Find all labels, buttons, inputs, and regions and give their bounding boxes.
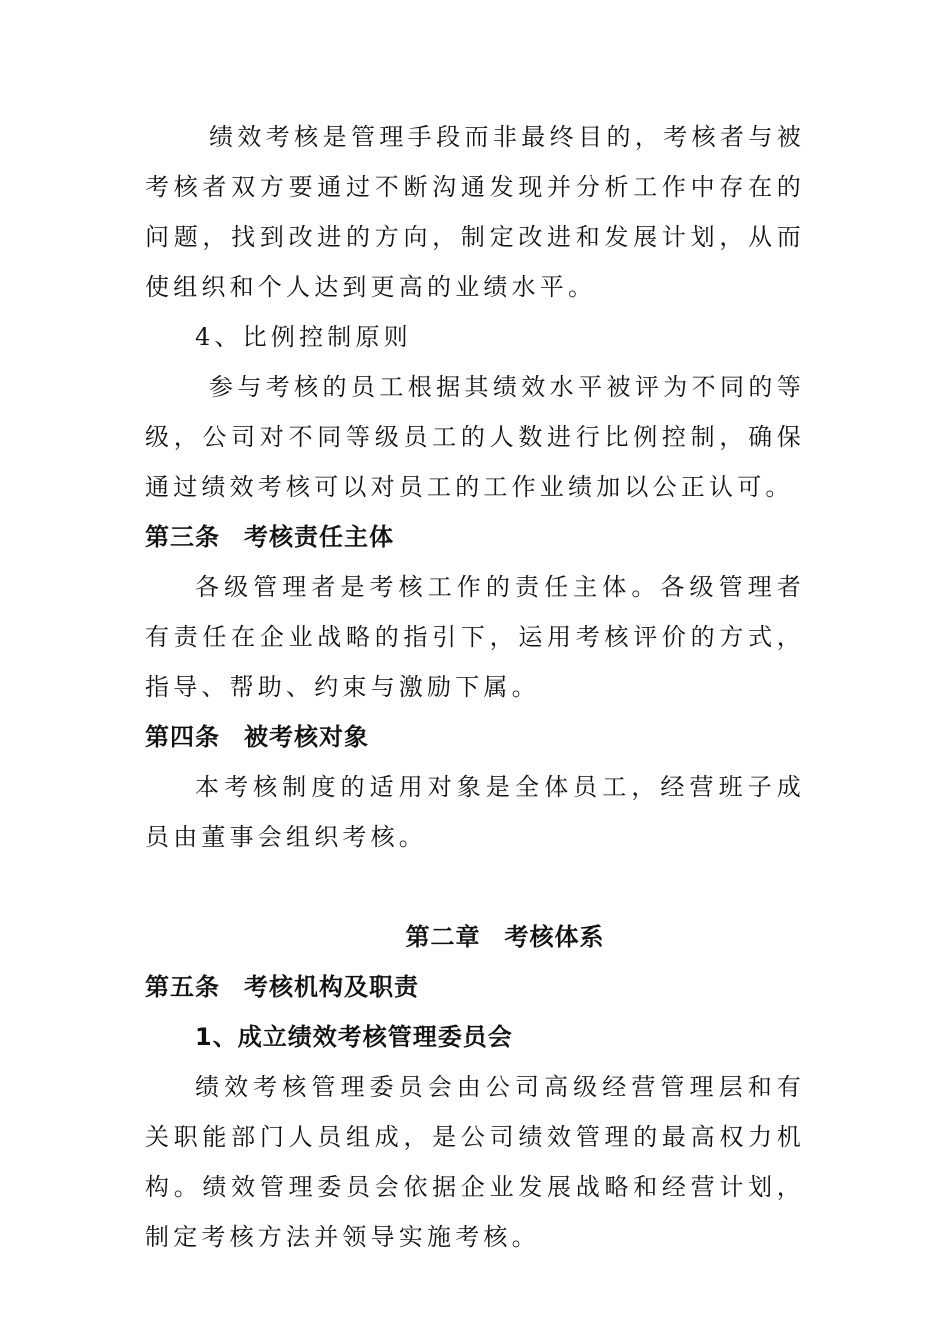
chapter-2-number: 第二章 [405, 923, 481, 951]
paragraph-performance-purpose: 绩效考核是管理手段而非最终目的，考核者与被考核者双方要通过不断沟通发现并分析工作中存在的问题，找到改进的方向，制定改进和发展计划，从而使组织和个人达到更高的业绩水平。 [145, 123, 805, 301]
paragraph-responsibility: 各级管理者是考核工作的责任主体。各级管理者有责任在企业战略的指引下，运用考核评价的方式，指导、帮助、约束与激励下属。 [145, 573, 805, 701]
chapter-2-heading [145, 912, 805, 962]
article-4-title: 被考核对象 [244, 723, 369, 751]
paragraph-applicable-objects: 本考核制度的适用对象是全体员工，经营班子成员由董事会组织考核。 [145, 773, 805, 851]
article-5-number: 第五条 [145, 973, 220, 1001]
subheading-committee: 1、成立绩效考核管理委员会 [195, 1023, 513, 1051]
item-ratio-control-principle: 4、比例控制原则 [195, 323, 412, 351]
article-3-heading [145, 512, 805, 562]
article-3-title: 考核责任主体 [244, 523, 394, 551]
article-3-number: 第三条 [145, 523, 220, 551]
chapter-2-title: 考核体系 [504, 923, 605, 951]
paragraph-ratio-control: 参与考核的员工根据其绩效水平被评为不同的等级，公司对不同等级员工的人数进行比例控制，确保通过绩效考核可以对员工的工作业绩加以公正认可。 [145, 373, 805, 501]
article-4-heading [145, 712, 805, 762]
paragraph-committee-duties: 绩效考核管理委员会由公司高级经营管理层和有关职能部门人员组成，是公司绩效管理的最高权力机构。绩效管理委员会依据企业发展战略和经营计划，制定考核方法并领导实施考核。 [145, 1073, 805, 1251]
article-4-number: 第四条 [145, 723, 220, 751]
article-5-heading [145, 962, 805, 1012]
article-5-title: 考核机构及职责 [244, 973, 419, 1001]
